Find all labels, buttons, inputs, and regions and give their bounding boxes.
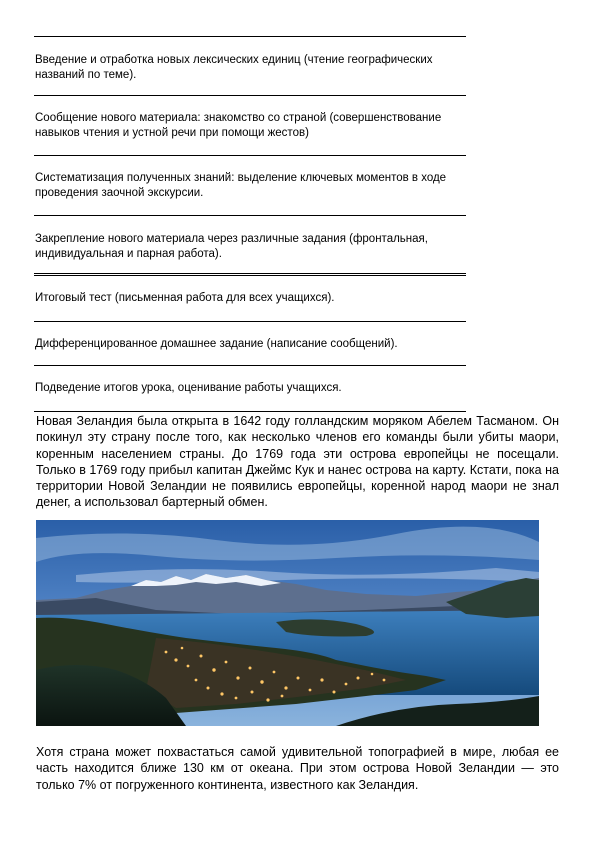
new-zealand-landscape-photo	[36, 520, 539, 726]
lesson-stages-table	[34, 36, 466, 412]
history-paragraph: Новая Зеландия была открыта в 1642 году голландским моряком Абелем Тасманом. Он покинул эту страну после того, как несколько членов его команды были убиты маори, коренным населением страны. До 1769 года эти острова европейцы не посещали. Только в 1769 году прибыл капитан Джеймс Кук и нанес острова на карту. Кстати, пока на территории Новой Зеландии не появились европейцы, коренной народ маори не знал денег, а использовал бартерный обмен.	[36, 414, 559, 510]
lesson-stage-6: Дифференцированное домашнее задание (написание сообщений).	[34, 322, 466, 366]
lesson-stage-7: Подведение итогов урока, оценивание работы учащихся.	[34, 366, 466, 412]
lesson-stage-3: Систематизация полученных знаний: выделение ключевых моментов в ходе проведения заочной экскурсии.	[34, 156, 466, 216]
lesson-stage-1: Введение и отработка новых лексических единиц (чтение географических названий по теме).	[34, 36, 466, 96]
lesson-stage-4: Закрепление нового материала через различные задания (фронтальная, индивидуальная и парная работа).	[34, 216, 466, 276]
lesson-stage-2: Сообщение нового материала: знакомство со страной (совершенствование навыков чтения и устной речи при помощи жестов)	[34, 96, 466, 156]
lesson-stage-5: Итоговый тест (письменная работа для всех учащихся).	[34, 276, 466, 322]
topography-paragraph: Хотя страна может похвастаться самой удивительной топографией в мире, любая ее часть находится ближе 130 км от океана. При этом острова Новой Зеландии — это только 7% от погруженного континента, известного как Зеландия.	[36, 745, 559, 792]
